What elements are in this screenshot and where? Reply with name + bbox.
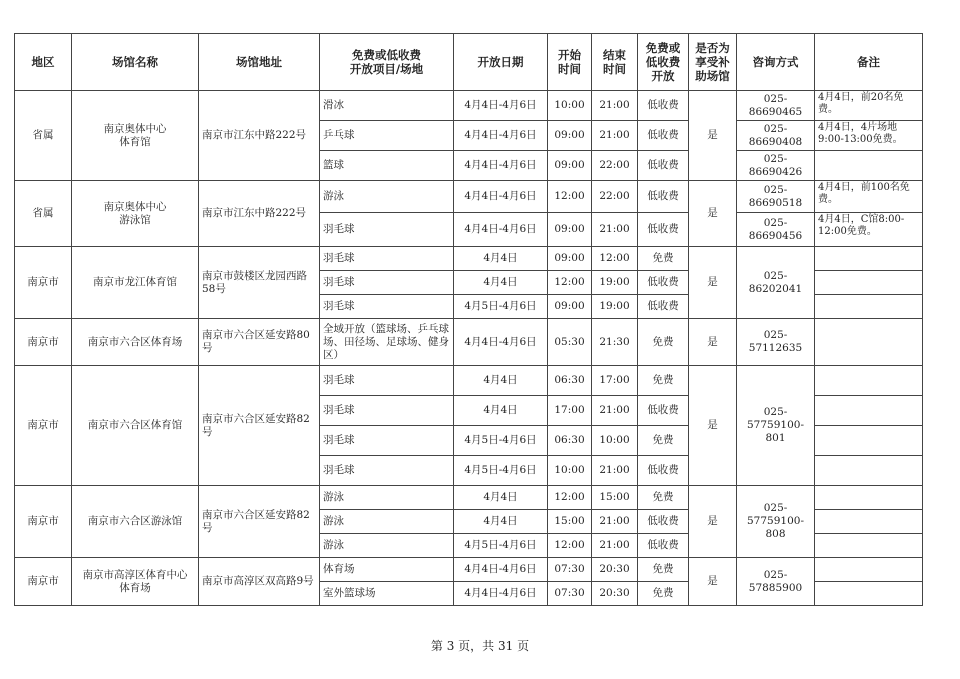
cell-contact: 025-57885900 <box>737 558 815 606</box>
cell-item: 全域开放（篮球场、乒乓球场、田径场、足球场、健身区） <box>320 319 454 366</box>
cell-contact: 025-86690518 <box>737 181 815 213</box>
cell-start: 09:00 <box>548 121 592 151</box>
cell-fee: 免费 <box>638 486 689 510</box>
cell-item: 羽毛球 <box>320 396 454 426</box>
cell-venue-name: 南京奥体中心 体育馆 <box>72 91 199 181</box>
cell-item: 滑冰 <box>320 91 454 121</box>
cell-subsidy: 是 <box>689 366 737 486</box>
cell-address: 南京市六合区延安路82号 <box>199 366 320 486</box>
cell-date: 4月5日-4月6日 <box>454 534 548 558</box>
cell-item: 体育场 <box>320 558 454 582</box>
cell-contact: 025-57759100-801 <box>737 366 815 486</box>
cell-start: 07:30 <box>548 582 592 606</box>
cell-start: 10:00 <box>548 91 592 121</box>
cell-end: 15:00 <box>592 486 638 510</box>
cell-end: 21:00 <box>592 213 638 247</box>
cell-end: 22:00 <box>592 181 638 213</box>
header-fee: 免费或 低收费 开放 <box>638 34 689 91</box>
cell-fee: 低收费 <box>638 121 689 151</box>
cell-start: 12:00 <box>548 534 592 558</box>
cell-item: 乒乓球 <box>320 121 454 151</box>
cell-end: 21:30 <box>592 319 638 366</box>
cell-end: 21:00 <box>592 396 638 426</box>
cell-start: 12:00 <box>548 486 592 510</box>
cell-start: 12:00 <box>548 181 592 213</box>
cell-remark <box>815 582 923 606</box>
header-date: 开放日期 <box>454 34 548 91</box>
cell-fee: 低收费 <box>638 295 689 319</box>
cell-fee: 免费 <box>638 319 689 366</box>
cell-end: 12:00 <box>592 247 638 271</box>
header-contact: 咨询方式 <box>737 34 815 91</box>
cell-date: 4月4日-4月6日 <box>454 213 548 247</box>
page-number: 第 3 页，共 31 页 <box>430 639 530 653</box>
cell-fee: 免费 <box>638 366 689 396</box>
cell-venue-name: 南京市龙江体育馆 <box>72 247 199 319</box>
cell-date: 4月4日-4月6日 <box>454 181 548 213</box>
cell-date: 4月5日-4月6日 <box>454 456 548 486</box>
cell-item: 室外篮球场 <box>320 582 454 606</box>
cell-contact: 025-86690408 <box>737 121 815 151</box>
cell-date: 4月4日-4月6日 <box>454 319 548 366</box>
cell-venue-name: 南京市六合区游泳馆 <box>72 486 199 558</box>
cell-start: 09:00 <box>548 247 592 271</box>
header-address: 场馆地址 <box>199 34 320 91</box>
cell-region: 省属 <box>15 181 72 247</box>
cell-start: 09:00 <box>548 295 592 319</box>
table-header-row <box>15 34 923 91</box>
cell-end: 21:00 <box>592 456 638 486</box>
cell-contact: 025-86690456 <box>737 213 815 247</box>
cell-start: 10:00 <box>548 456 592 486</box>
cell-item: 游泳 <box>320 510 454 534</box>
cell-item: 篮球 <box>320 151 454 181</box>
cell-end: 21:00 <box>592 91 638 121</box>
cell-address: 南京市六合区延安路80号 <box>199 319 320 366</box>
cell-fee: 低收费 <box>638 213 689 247</box>
cell-fee: 免费 <box>638 558 689 582</box>
cell-remark <box>815 456 923 486</box>
cell-date: 4月4日 <box>454 510 548 534</box>
cell-subsidy: 是 <box>689 558 737 606</box>
cell-region: 南京市 <box>15 247 72 319</box>
cell-remark <box>815 426 923 456</box>
cell-remark <box>815 247 923 271</box>
header-venue: 场馆名称 <box>72 34 199 91</box>
cell-address: 南京市鼓楼区龙园西路58号 <box>199 247 320 319</box>
cell-address: 南京市六合区延安路82号 <box>199 486 320 558</box>
header-start: 开始 时间 <box>548 34 592 91</box>
cell-region: 南京市 <box>15 319 72 366</box>
cell-item: 羽毛球 <box>320 456 454 486</box>
cell-contact: 025-86202041 <box>737 247 815 319</box>
cell-remark <box>815 396 923 426</box>
cell-venue-name: 南京市六合区体育馆 <box>72 366 199 486</box>
cell-address: 南京市江东中路222号 <box>199 91 320 181</box>
table-row <box>15 247 923 271</box>
cell-region: 南京市 <box>15 366 72 486</box>
cell-date: 4月5日-4月6日 <box>454 426 548 456</box>
cell-end: 19:00 <box>592 271 638 295</box>
cell-remark <box>815 366 923 396</box>
cell-fee: 低收费 <box>638 181 689 213</box>
cell-remark: 4月4日，前20名免费。 <box>815 91 923 121</box>
cell-fee: 低收费 <box>638 91 689 121</box>
cell-contact: 025-86690426 <box>737 151 815 181</box>
cell-date: 4月4日-4月6日 <box>454 91 548 121</box>
cell-subsidy: 是 <box>689 319 737 366</box>
cell-fee: 低收费 <box>638 510 689 534</box>
cell-item: 羽毛球 <box>320 366 454 396</box>
cell-remark <box>815 271 923 295</box>
cell-date: 4月4日 <box>454 247 548 271</box>
cell-fee: 免费 <box>638 582 689 606</box>
cell-item: 游泳 <box>320 534 454 558</box>
cell-end: 20:30 <box>592 558 638 582</box>
cell-contact: 025-86690465 <box>737 91 815 121</box>
cell-venue-name: 南京市六合区体育场 <box>72 319 199 366</box>
cell-remark <box>815 510 923 534</box>
cell-item: 羽毛球 <box>320 295 454 319</box>
table-row <box>15 558 923 582</box>
cell-address: 南京市高淳区双高路9号 <box>199 558 320 606</box>
cell-subsidy: 是 <box>689 91 737 181</box>
cell-fee: 低收费 <box>638 456 689 486</box>
cell-remark: 4月4日，4片场地9:00-13:00免费。 <box>815 121 923 151</box>
cell-fee: 低收费 <box>638 271 689 295</box>
cell-date: 4月4日-4月6日 <box>454 558 548 582</box>
cell-item: 羽毛球 <box>320 247 454 271</box>
cell-subsidy: 是 <box>689 486 737 558</box>
header-end: 结束 时间 <box>592 34 638 91</box>
cell-remark <box>815 319 923 366</box>
cell-date: 4月4日-4月6日 <box>454 151 548 181</box>
header-item: 免费或低收费 开放项目/场地 <box>320 34 454 91</box>
cell-fee: 低收费 <box>638 396 689 426</box>
table-row <box>15 486 923 510</box>
venue-table <box>14 33 923 606</box>
cell-start: 05:30 <box>548 319 592 366</box>
cell-start: 06:30 <box>548 366 592 396</box>
cell-date: 4月4日 <box>454 366 548 396</box>
cell-remark: 4月4日，C馆8:00-12:00免费。 <box>815 213 923 247</box>
cell-remark <box>815 558 923 582</box>
cell-start: 09:00 <box>548 151 592 181</box>
table-row <box>15 319 923 366</box>
cell-item: 游泳 <box>320 486 454 510</box>
cell-end: 21:00 <box>592 510 638 534</box>
cell-fee: 低收费 <box>638 534 689 558</box>
cell-date: 4月4日 <box>454 486 548 510</box>
cell-item: 游泳 <box>320 181 454 213</box>
header-subsidy: 是否为 享受补 助场馆 <box>689 34 737 91</box>
cell-date: 4月4日 <box>454 271 548 295</box>
cell-date: 4月4日 <box>454 396 548 426</box>
cell-fee: 免费 <box>638 426 689 456</box>
cell-start: 07:30 <box>548 558 592 582</box>
cell-region: 南京市 <box>15 558 72 606</box>
cell-subsidy: 是 <box>689 181 737 247</box>
cell-subsidy: 是 <box>689 247 737 319</box>
cell-end: 21:00 <box>592 534 638 558</box>
cell-contact: 025-57112635 <box>737 319 815 366</box>
cell-start: 06:30 <box>548 426 592 456</box>
cell-fee: 免费 <box>638 247 689 271</box>
cell-start: 12:00 <box>548 271 592 295</box>
cell-item: 羽毛球 <box>320 426 454 456</box>
cell-region: 南京市 <box>15 486 72 558</box>
header-remark: 备注 <box>815 34 923 91</box>
cell-end: 20:30 <box>592 582 638 606</box>
cell-contact: 025-57759100-808 <box>737 486 815 558</box>
cell-start: 17:00 <box>548 396 592 426</box>
table-row <box>15 181 923 213</box>
table-row <box>15 91 923 121</box>
cell-remark: 4月4日，前100名免费。 <box>815 181 923 213</box>
cell-start: 15:00 <box>548 510 592 534</box>
cell-end: 10:00 <box>592 426 638 456</box>
cell-remark <box>815 534 923 558</box>
cell-remark <box>815 295 923 319</box>
cell-end: 21:00 <box>592 121 638 151</box>
cell-item: 羽毛球 <box>320 213 454 247</box>
cell-remark <box>815 151 923 181</box>
cell-venue-name: 南京奥体中心 游泳馆 <box>72 181 199 247</box>
cell-date: 4月5日-4月6日 <box>454 295 548 319</box>
header-region: 地区 <box>15 34 72 91</box>
cell-date: 4月4日-4月6日 <box>454 582 548 606</box>
cell-remark <box>815 486 923 510</box>
cell-end: 19:00 <box>592 295 638 319</box>
cell-start: 09:00 <box>548 213 592 247</box>
cell-date: 4月4日-4月6日 <box>454 121 548 151</box>
cell-end: 22:00 <box>592 151 638 181</box>
cell-fee: 低收费 <box>638 151 689 181</box>
table-row <box>15 366 923 396</box>
cell-venue-name: 南京市高淳区体育中心 体育场 <box>72 558 199 606</box>
cell-item: 羽毛球 <box>320 271 454 295</box>
cell-region: 省属 <box>15 91 72 181</box>
cell-address: 南京市江东中路222号 <box>199 181 320 247</box>
cell-end: 17:00 <box>592 366 638 396</box>
